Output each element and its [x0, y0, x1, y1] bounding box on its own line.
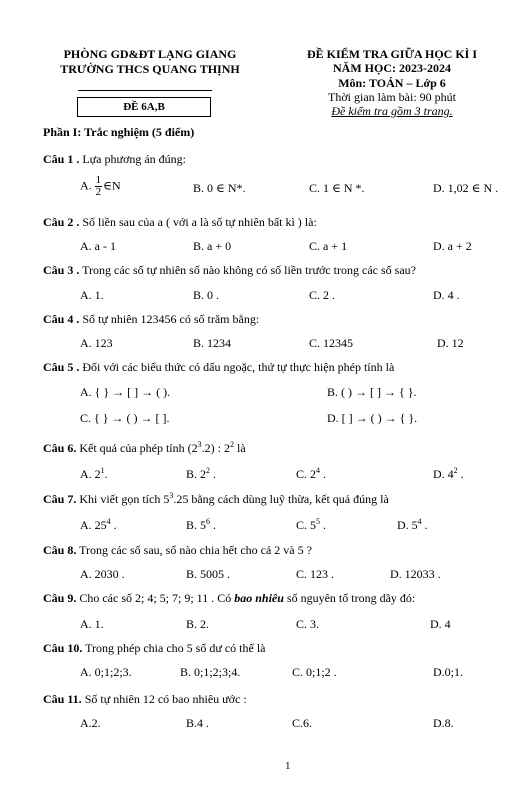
q11-option-a: A.2. [80, 716, 101, 730]
q9-option-c: C. 3. [296, 617, 320, 631]
exam-code-box [77, 97, 211, 117]
department-name: PHÒNG GD&ĐT LẠNG GIANG [63, 47, 237, 61]
q1-option-b: B. 0 ∈ N*. [193, 181, 246, 195]
q6-option-c: C. $2^4$ . [296, 466, 327, 481]
question-5: Câu 5 . Đối với các biểu thức có dấu ngoặc, thứ tự thực hiện phép tính là [43, 360, 395, 374]
question-2: Câu 2 . Số liền sau của a ( với a là số tự nhiên bất kì ) là: [43, 215, 317, 229]
subject: Môn: TOÁN – Lớp 6 [338, 76, 446, 90]
question-11: Câu 11. Số tự nhiên 12 có bao nhiêu ước : [43, 692, 247, 706]
q11-option-b: B.4 . [186, 716, 210, 730]
q5-option-b: B. ( ) → [ ] → { }. [327, 385, 417, 399]
q6-option-d: D. $4^2$ . [433, 466, 464, 481]
q9-option-a: A. 1. [80, 617, 104, 631]
pages-note: Đề kiểm tra gồm 3 trang. [331, 104, 453, 118]
school-year: NĂM HỌC: 2023-2024 [333, 61, 451, 75]
q9-option-b: B. 2. [186, 617, 210, 631]
q4-option-c: C. 12345 [309, 336, 354, 350]
exam-title: ĐỀ KIỂM TRA GIỮA HỌC KÌ I [306, 47, 478, 61]
q11-option-d: D.8. [433, 716, 454, 730]
q3-option-a: A. 1. [80, 288, 104, 302]
q6-option-a: A. $2^1$. [80, 466, 108, 481]
q3-option-c: C. 2 . [309, 288, 336, 302]
question-8: Câu 8. Trong các số sau, số nào chia hết cho cả 2 và 5 ? [43, 543, 312, 557]
q4-option-b: B. 1234 [193, 336, 232, 350]
q1-option-c: C. 1 ∈ N *. [309, 181, 365, 195]
q1-option-a: A. $\frac{1}{2}$ ∈N [80, 174, 121, 198]
question-3: Câu 3 . Trong các số tự nhiên số nào không có số liền trước trong các số sau? [43, 263, 416, 277]
q1-option-d: D. 1,02 ∈ N . [433, 181, 499, 195]
time-limit: Thời gian làm bài: 90 phút [328, 90, 456, 104]
question-1: Câu 1 . Lựa phương án đúng: [43, 152, 187, 166]
question-6: Câu 6. Kết quả của phép tính $(2^3.2)$ : $2^2$ là [43, 440, 246, 455]
q10-option-d: D.0;1. [433, 665, 463, 679]
q10-option-b: B. 0;1;2;3;4. [180, 665, 241, 679]
q8-option-b: B. 5005 . [186, 567, 231, 581]
q9-option-d: D. 4 [430, 617, 451, 631]
part-title: Phần I: Trắc nghiệm (5 điểm) [43, 125, 195, 139]
q7-option-a: A. $25^4$ . [80, 517, 117, 532]
q2-option-d: D. a + 2 [433, 239, 472, 253]
fraction: $\frac{1}{2}$ [95, 174, 102, 198]
exam-code: ĐỀ 6A,B [123, 101, 165, 113]
q5-option-c: C. { } → ( ) → [ ]. [80, 411, 170, 425]
q4-option-a: A. 123 [80, 336, 113, 350]
question-4: Câu 4 . Số tự nhiên 123456 có số trăm bằng: [43, 312, 260, 326]
q6-option-b: B. $2^2$ . [186, 466, 217, 481]
q8-option-d: D. 12033 . [390, 567, 441, 581]
school-name: TRƯỜNG THCS QUANG THỊNH [60, 62, 240, 76]
header-divider [78, 90, 212, 91]
q11-option-c: C.6. [292, 716, 313, 730]
q3-option-d: D. 4 . [433, 288, 460, 302]
q2-option-c: C. a + 1 [309, 239, 348, 253]
q2-option-a: A. a - 1 [80, 239, 116, 253]
q10-option-a: A. 0;1;2;3. [80, 665, 132, 679]
question-9: Câu 9. Cho các số 2; 4; 5; 7; 9; 11 . Có bao nhiêu số nguyên tố trong dãy đó: [43, 591, 416, 605]
q5-option-a: A. { } → [ ] → ( ). [80, 385, 171, 399]
q7-option-b: B. $5^6$ . [186, 517, 217, 532]
question-7: Câu 7. Khi viết gọn tích $5^3.25$ bằng cách dùng luỹ thừa, kết quả đúng là [43, 491, 389, 506]
page-number: 1 [285, 760, 291, 772]
q10-option-c: C. 0;1;2 . [292, 665, 337, 679]
q7-option-d: D. $5^4$ . [397, 517, 428, 532]
q8-option-c: C. 123 . [296, 567, 335, 581]
q4-option-d: D. 12 [437, 336, 464, 350]
q2-option-b: B. a + 0 [193, 239, 232, 253]
q7-option-c: C. $5^5$ . [296, 517, 327, 532]
q3-option-b: B. 0 . [193, 288, 220, 302]
question-10: Câu 10. Trong phép chia cho 5 số dư có thể là [43, 641, 266, 655]
q8-option-a: A. 2030 . [80, 567, 125, 581]
q5-option-d: D. [ ] → ( ) → { }. [327, 411, 418, 425]
